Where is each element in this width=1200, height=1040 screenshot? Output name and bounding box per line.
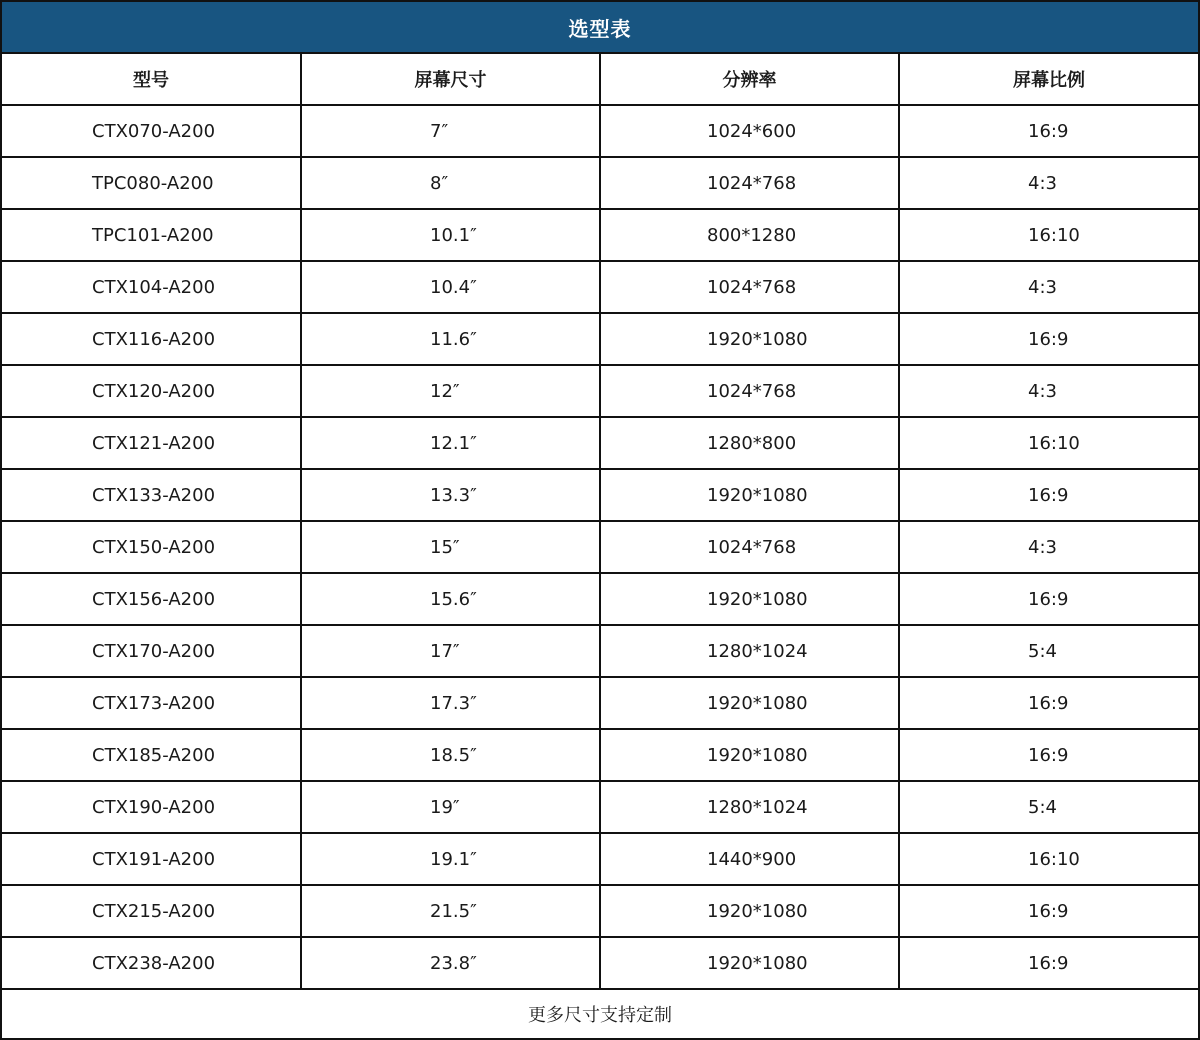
- cell-aspect-ratio: 4:3: [1028, 276, 1057, 298]
- cell-resolution: 1280*1024: [601, 626, 900, 676]
- cell-screen-size: 13.3″: [302, 470, 601, 520]
- table-row: [2, 886, 1198, 938]
- cell-aspect-ratio: 16:9: [1028, 900, 1069, 922]
- cell-screen-size: 10.4″: [302, 262, 601, 312]
- cell-resolution: 1024*600: [601, 106, 900, 156]
- cell-aspect-ratio: 4:3: [1028, 536, 1057, 558]
- cell-resolution: 1024*768: [601, 158, 900, 208]
- cell-resolution: 1920*1080: [601, 470, 900, 520]
- table-row: [2, 106, 1198, 158]
- header-resolution: 分辨率: [601, 54, 900, 104]
- cell-screen-size: 12″: [302, 366, 601, 416]
- cell-model: TPC101-A200: [2, 210, 302, 260]
- cell-aspect-ratio: 16:10: [1028, 848, 1080, 870]
- header-screen-size: 屏幕尺寸: [302, 54, 601, 104]
- cell-screen-size: 18.5″: [302, 730, 601, 780]
- table-row: [2, 730, 1198, 782]
- cell-aspect-ratio: 16:9: [1028, 328, 1069, 350]
- cell-resolution: 1920*1080: [601, 938, 900, 988]
- table-row: [2, 210, 1198, 262]
- cell-model: CTX070-A200: [2, 106, 302, 156]
- table-row: [2, 262, 1198, 314]
- table-row: [2, 522, 1198, 574]
- cell-resolution: 1440*900: [601, 834, 900, 884]
- cell-screen-size: 19″: [302, 782, 601, 832]
- cell-model: CTX121-A200: [2, 418, 302, 468]
- table-title: 选型表: [2, 2, 1198, 54]
- cell-aspect-ratio: 4:3: [1028, 380, 1057, 402]
- cell-model: TPC080-A200: [2, 158, 302, 208]
- cell-screen-size: 15″: [302, 522, 601, 572]
- cell-model: CTX116-A200: [2, 314, 302, 364]
- cell-aspect-ratio: 16:9: [1028, 120, 1069, 142]
- cell-resolution: 1280*800: [601, 418, 900, 468]
- cell-resolution: 1920*1080: [601, 886, 900, 936]
- table-row: [2, 418, 1198, 470]
- cell-aspect-ratio: 5:4: [1028, 640, 1057, 662]
- cell-aspect-ratio: 16:9: [1028, 744, 1069, 766]
- table-row: [2, 938, 1198, 990]
- cell-screen-size: 10.1″: [302, 210, 601, 260]
- table-row: [2, 574, 1198, 626]
- cell-resolution: 800*1280: [601, 210, 900, 260]
- cell-resolution: 1024*768: [601, 522, 900, 572]
- table-row: [2, 366, 1198, 418]
- table-row: [2, 782, 1198, 834]
- cell-model: CTX104-A200: [2, 262, 302, 312]
- cell-model: CTX120-A200: [2, 366, 302, 416]
- table-header-row: [2, 54, 1198, 106]
- cell-model: CTX238-A200: [2, 938, 302, 988]
- cell-screen-size: 12.1″: [302, 418, 601, 468]
- table-row: [2, 158, 1198, 210]
- header-model: 型号: [2, 54, 302, 104]
- cell-screen-size: 19.1″: [302, 834, 601, 884]
- cell-screen-size: 15.6″: [302, 574, 601, 624]
- cell-resolution: 1024*768: [601, 366, 900, 416]
- cell-aspect-ratio: 16:9: [1028, 484, 1069, 506]
- cell-screen-size: 17″: [302, 626, 601, 676]
- cell-aspect-ratio: 5:4: [1028, 796, 1057, 818]
- cell-resolution: 1024*768: [601, 262, 900, 312]
- table-row: [2, 470, 1198, 522]
- cell-screen-size: 17.3″: [302, 678, 601, 728]
- cell-screen-size: 21.5″: [302, 886, 601, 936]
- header-aspect-ratio: 屏幕比例: [1013, 70, 1085, 91]
- cell-resolution: 1920*1080: [601, 730, 900, 780]
- table-row: [2, 678, 1198, 730]
- cell-model: CTX190-A200: [2, 782, 302, 832]
- cell-screen-size: 11.6″: [302, 314, 601, 364]
- table-row: [2, 314, 1198, 366]
- cell-model: CTX170-A200: [2, 626, 302, 676]
- cell-model: CTX173-A200: [2, 678, 302, 728]
- cell-model: CTX215-A200: [2, 886, 302, 936]
- cell-resolution: 1920*1080: [601, 678, 900, 728]
- cell-aspect-ratio: 4:3: [1028, 172, 1057, 194]
- cell-aspect-ratio: 16:10: [1028, 432, 1080, 454]
- cell-resolution: 1920*1080: [601, 574, 900, 624]
- cell-screen-size: 23.8″: [302, 938, 601, 988]
- cell-model: CTX133-A200: [2, 470, 302, 520]
- cell-model: CTX156-A200: [2, 574, 302, 624]
- cell-aspect-ratio: 16:9: [1028, 952, 1069, 974]
- cell-resolution: 1920*1080: [601, 314, 900, 364]
- cell-screen-size: 8″: [302, 158, 601, 208]
- cell-screen-size: 7″: [302, 106, 601, 156]
- table-row: [2, 626, 1198, 678]
- cell-model: CTX185-A200: [2, 730, 302, 780]
- cell-resolution: 1280*1024: [601, 782, 900, 832]
- cell-aspect-ratio: 16:10: [1028, 224, 1080, 246]
- cell-model: CTX150-A200: [2, 522, 302, 572]
- table-row: [2, 834, 1198, 886]
- table-footer-note: 更多尺寸支持定制: [528, 1005, 672, 1026]
- cell-model: CTX191-A200: [2, 834, 302, 884]
- cell-aspect-ratio: 16:9: [1028, 692, 1069, 714]
- cell-aspect-ratio: 16:9: [1028, 588, 1069, 610]
